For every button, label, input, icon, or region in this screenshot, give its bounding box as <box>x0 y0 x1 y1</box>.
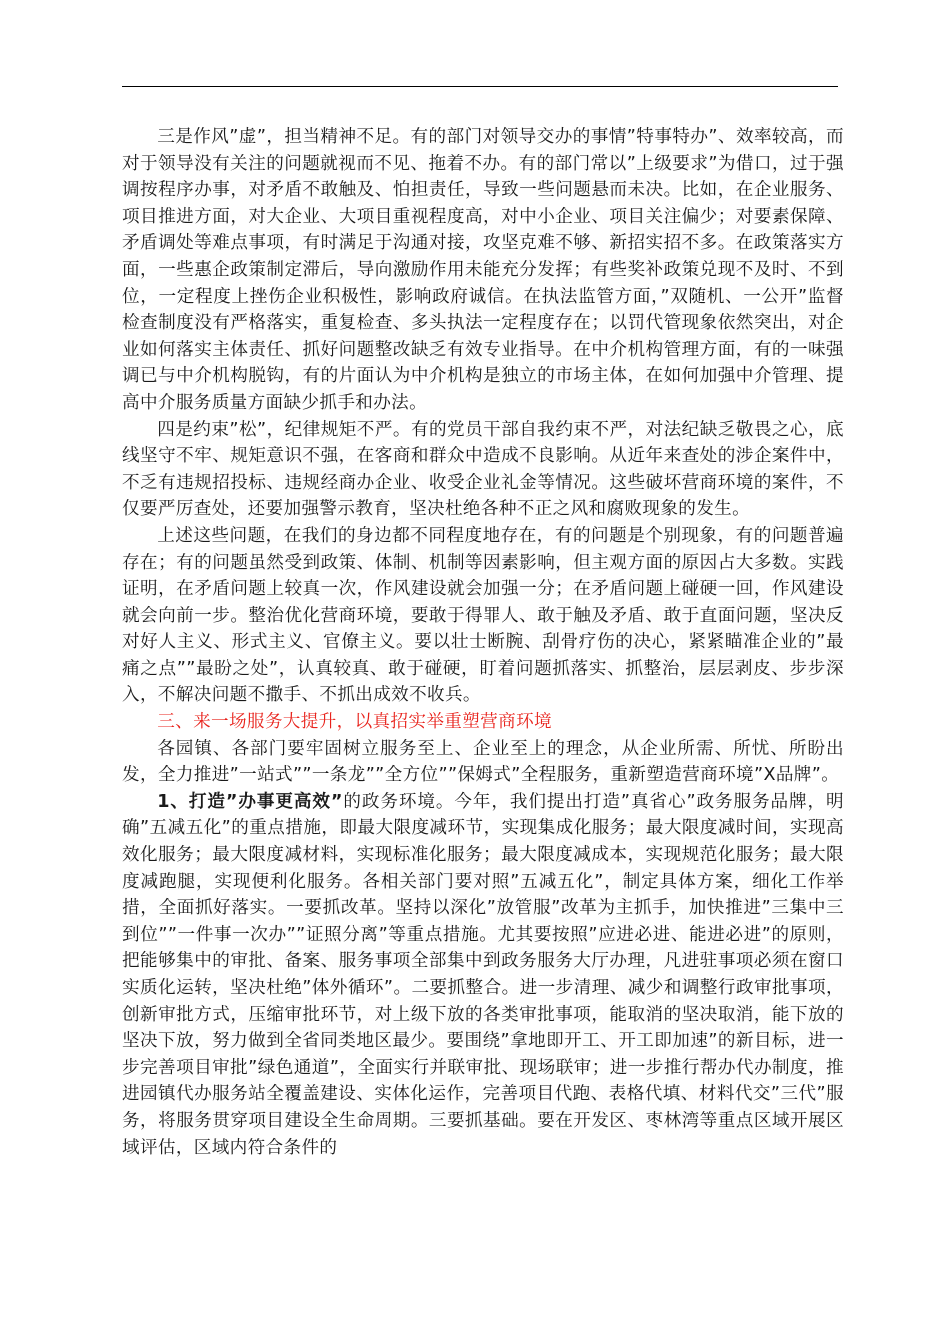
paragraph-problem-summary: 上述这些问题，在我们的身边都不同程度地存在，有的问题是个别现象，有的问题普遍存在；有的问题虽然受到政策、体制、机制等因素影响，但主观方面的原因占大多数。实践证明，在矛盾问题上较真一次，作风建设就会加强一分；在矛盾问题上碰硬一回，作风建设就会向前一步。整治优化营商环境，要敢于得罪人、敢于触及矛盾、敢于直面问题，坚决反对好人主义、形式主义、官僚主义。要以壮士断腕、刮骨疗伤的决心，紧紧瞄准企业的”最痛之点””最盼之处”，认真较真、敢于碰硬，盯着问题抓落实、抓整治，层层剥皮、步步深入，不解决问题不撒手、不抓出成效不收兵。 <box>122 525 844 706</box>
item-1-paragraph <box>122 789 844 1161</box>
paragraph-style-problem: 三是作风”虚”，担当精神不足。有的部门对领导交办的事情”特事特办”、效率较高，而对于领导没有关注的问题就视而不见、拖着不办。有的部门常以”上级要求”为借口，过于强调按程序办事，对矛盾不敢触及、怕担责任，导致一些问题悬而未决。比如，在企业服务、项目推进方面，对大企业、大项目重视程度高，对中小企业、项目关注偏少；对要素保障、矛盾调处等难点事项，有时满足于沟通对接，攻坚克难不够、新招实招不多。在政策落实方面，一些惠企政策制定滞后，导向激励作用未能充分发挥；有些奖补政策兑现不及时、不到位，一定程度上挫伤企业积极性，影响政府诚信。在执法监管方面，”双随机、一公开”监督检查制度没有严格落实，重复检查、多头执法一定程度存在；以罚代管现象依然突出，对企业如何落实主体责任、抓好问题整改缺乏有效专业指导。在中介机构管理方面，有的一味强调已与中介机构脱钩，有的片面认为中介机构是独立的市场主体，在如何加强中介管理、提高中介服务质量方面缺少抓手和办法。 <box>122 127 844 413</box>
section-heading: 三、来一场服务大提升，以真招实举重塑营商环境 <box>157 712 552 733</box>
document-body <box>122 124 844 1161</box>
item-1-body: 的政务环境。今年，我们提出打造”真省心”政务服务品牌，明确”五减五化”的重点措施，即最大限度减环节，实现集成化服务；最大限度减时间，实现高效化服务；最大限度减材料，实现标准化服务；最大限度减成本，实现规范化服务；最大限度减跑腿，实现便利化服务。各相关部门要对照”五减五化”，制定具体方案，细化工作举措，全面抓好落实。一要抓改革。坚持以深化”放管服”改革为主抓手，加快推进”三集中三到位””一件事一次办””证照分离”等重点措施。尤其要按照”应进必进、能进必进”的原则，把能够集中的审批、备案、服务事项全部集中到政务服务大厅办理，凡进驻事项必须在窗口实质化运转，坚决杜绝”体外循环”。二要抓整合。进一步清理、减少和调整行政审批事项，创新审批方式，压缩审批环节，对上级下放的各类审批事项，能取消的坚决取消，能下放的坚决下放，努力做到全省同类地区最少。要围绕”拿地即开工、开工即加速”的新目标，进一步完善项目审批”绿色通道”，全面实行并联审批、现场联审；进一步推行帮办代办制度，推进园镇代办服务站全覆盖建设、实体化运作，完善项目代跑、表格代填、材料代交”三代”服务，将服务贯穿项目建设全生命周期。三要抓基础。要在开发区、枣林湾等重点区域开展区域评估，区域内符合条件的 <box>122 791 844 1158</box>
paragraph-discipline-problem: 四是约束”松”，纪律规矩不严。有的党员干部自我约束不严，对法纪缺乏敬畏之心，底线坚守不牢、规矩意识不强，在客商和群众中造成不良影响。从近年来查处的涉企案件中，不乏有违规招投标、违规经商办企业、收受企业礼金等情况。这些破坏营商环境的案件，不仅要严厉查处，还要加强警示教育，坚决杜绝各种不正之风和腐败现象的发生。 <box>122 419 844 520</box>
item-1-lead: 1、打造”办事更高效” <box>157 791 343 812</box>
section-intro: 各园镇、各部门要牢固树立服务至上、企业至上的理念，从企业所需、所忧、所盼出发，全力推进”一站式””一条龙””全方位””保姆式”全程服务，重新塑造营商环境”X品牌”。 <box>122 738 844 786</box>
header-rule <box>122 86 838 87</box>
